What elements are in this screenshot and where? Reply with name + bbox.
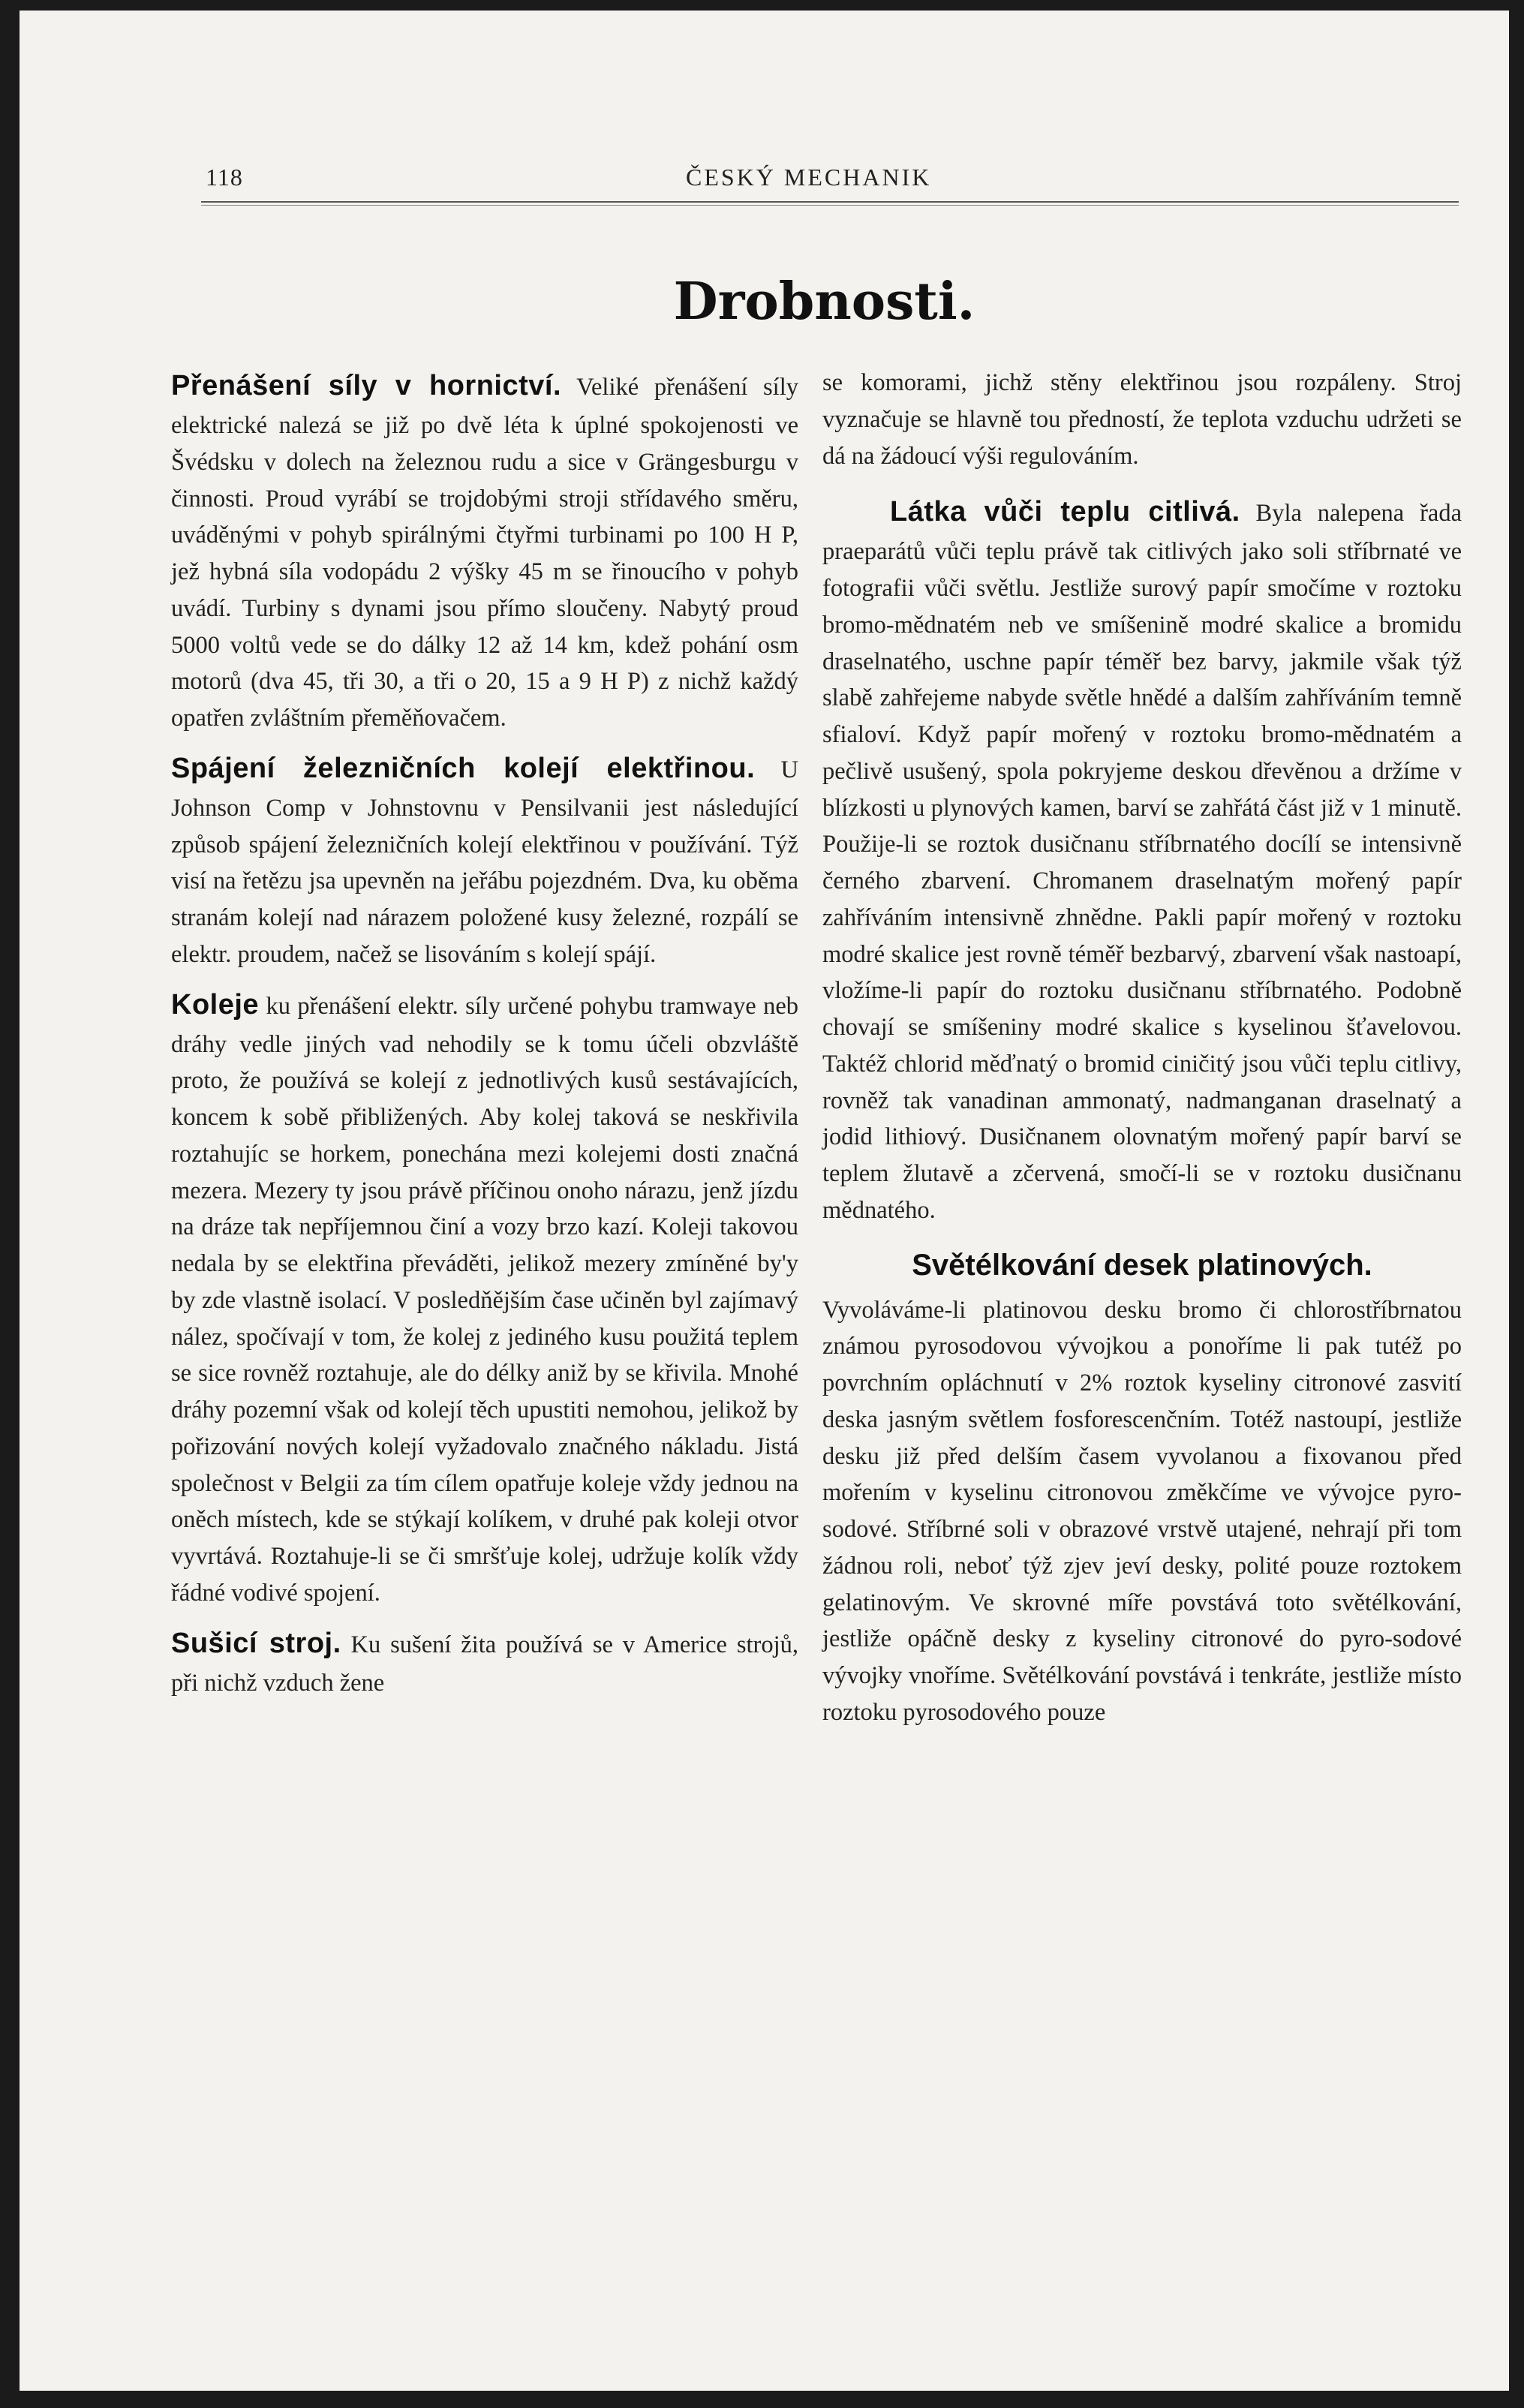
article-title: Koleje bbox=[171, 988, 260, 1021]
article-body: Veliké přenášení síly elektrické nalezá se již po dvě léta k úplné spokojenosti ve Švédsku v dolech na železnou rudu a sice v Grängesburgu v činnosti. Proud vyrábí se trojdobými stroji střídavého směru, uváděnými v pohyb spirálnými čtyřmi turbinami po 100 H P, jež hybná síla vodopádu 2 výšky 45 m se řinoucího v pohyb uvádí. Turbiny s dynami jsou přímo sloučeny. Nabytý proud 5000 voltů vede se do dálky 12 až 14 km, kdež pohání osm motorů (dva 45, tři 30, a tři o 20, 15 a 9 H P) z nichž každý opatřen zvláštním přeměňovačem. bbox=[171, 374, 798, 732]
article bbox=[822, 1243, 1462, 1731]
article bbox=[171, 365, 798, 737]
article bbox=[822, 491, 1462, 1228]
article bbox=[171, 747, 798, 973]
section-title: Drobnosti. bbox=[673, 272, 975, 332]
journal-title: ČESKÝ MECHANIK bbox=[686, 164, 932, 191]
page-header bbox=[206, 159, 1460, 197]
article-continuation bbox=[822, 365, 1462, 474]
article bbox=[171, 1622, 798, 1702]
article bbox=[171, 984, 798, 1612]
article-body: Ku sušení žita používá se v Americe strojů, při nichž vzduch žene bbox=[171, 1631, 799, 1697]
article-title: Látka vůči teplu citlivá. bbox=[890, 496, 1240, 528]
article-body: Byla nalepena řada praeparátů vůči teplu právě tak citlivých jako soli stříbrnaté ve fotografii vůči světlu. Jestliže surový papír smočíme v roztoku bromo-mědnatém neb ve smíšenině modré skalice a bromidu draselnatého, uschne papír téměř bez barvy, jakmile však týž slabě zahřejeme nabyde světle hnědé a dalším zahříváním temně sfialoví. Když papír mořený v roztoku bromo-mědnatém a pečlivě usušený, spola pokryjeme deskou dřevěnou a držíme v blízkosti u plynových kamen, barví se zahřátá část již v 1 minutě. Použije-li se roztok dusičnanu stříbrnatého docílí se intensivně černého zbarvení. Chromanem draselnatým mořený papír zahříváním intensivně zhnědne. Pakli papír mořený v roztoku modré skalice jest rovně téměř bezbarvý, zbarvení však nastoapí, vložíme-li papír do roztoku dusičnanu stříbrnatého. Podobně chovají se smíšeniny modré skalice s kyselinou šťavelovou. Taktéž chlorid měďnatý o bromid ciničitý jsou vůči teplu citlivy, rovněž tak vanadinan ammonatý, nadmanganan draselnatý a jodid lithiový. Dusičnanem olovnatým mořený papír barví se teplem žlutavě a zčervená, smočí-li se v roztoku dusičnanu mědnatého. bbox=[822, 500, 1462, 1224]
article-body: se komorami, jichž stěny elektřinou jsou rozpáleny. Stroj vyznačuje se hlavně tou předností, že teplota vzduchu udržeti se dá na žádoucí výši regulováním. bbox=[822, 369, 1462, 470]
article-title: Přenášení síly v hornictví. bbox=[171, 370, 562, 401]
document-page bbox=[20, 11, 1509, 2391]
right-column bbox=[822, 365, 1462, 1742]
article-body: U Johnson Comp v Johnstovnu v Pensilvanii jest následující způsob spájení železničních kolejí elektřinou v používání. Týž visí na řetězu jsa upevněn na jeřábu pojezdném. Dva, ku oběma stranám kolejí nad nárazem položené kusy železné, rozpálí se elektr. proudem, načež se lisováním s kolejí spájí. bbox=[171, 756, 798, 968]
article-body: ku přenášení elektr. síly určené pohybu tramwaye neb dráhy vedle jiných vad nehodily se k tomu účeli obzvláště proto, že používá se kolejí z jednotlivých kusů sestávajících, koncem k sobě přibližených. Aby kolej taková se neskřivila roztahujíc se horkem, ponechána mezi kolejemi dosti značná mezera. Mezery ty jsou právě příčinou onoho nárazu, jenž jízdu na dráze tak nepříjemnou činí a vozy brzo kazí. Koleji takovou nedala by se elektřina převáděti, jelikož mezery zmíněné by'y by zde vlastně isolací. V posledňějším čase učiněn byl zajímavý nález, spočívají v tom, že kolej z jediného kusu použitá teplem se sice rovněž roztahuje, ale do délky aniž by se křivila. Mnohé dráhy pozemní však od kolejí těch upustiti nemohou, jelikož by pořizování nových kolejí vyžadovalo značného nákladu. Jistá společnost v Belgii za tím cílem opatřuje koleje vždy jednou na oněch místech, kde se stýkají kolíkem, v druhé pak koleji otvor vyvrtává. Roztahuje-li se či smršťuje kolej, udržuje kolík vždy řádné vodivé spojení. bbox=[171, 992, 798, 1607]
article-title: Sušicí stroj. bbox=[171, 1627, 341, 1659]
article-title: Spájení železničních kolejí elektřinou. bbox=[171, 752, 756, 784]
article-body: Vyvoláváme-li platinovou desku bromo či chlorostříbrnatou známou pyrosodovou vývojkou a ponoříme li pak tutéž po povrchním opláchnutí v 2% roztok kyseliny citronové zasvití deska jasným světlem fosforescenčním. Totéž nastoupí, jestliže desku již před delším časem vyvolanou a fixovanou před mořením v kyselinu citronovou změkčíme ve vývojce pyro-sodové. Stříbrné soli v obrazové vrstvě utajené, nehrají při tom žádnou roli, neboť týž zjev jeví desky, polité pouze roztokem gelatinovým. Ve skrovné míře povstává toto světélkování, jestliže opáčně desky z kyseliny citronové do pyro-sodové vývojky vnoříme. Světélkování povstává i tenkráte, jestliže místo roztoku pyrosodového pouze bbox=[822, 1296, 1462, 1726]
header-rule bbox=[201, 201, 1459, 206]
left-column bbox=[171, 365, 798, 1712]
page-number: 118 bbox=[206, 164, 243, 191]
article-title: Světélkování desek platinových. bbox=[912, 1248, 1372, 1282]
